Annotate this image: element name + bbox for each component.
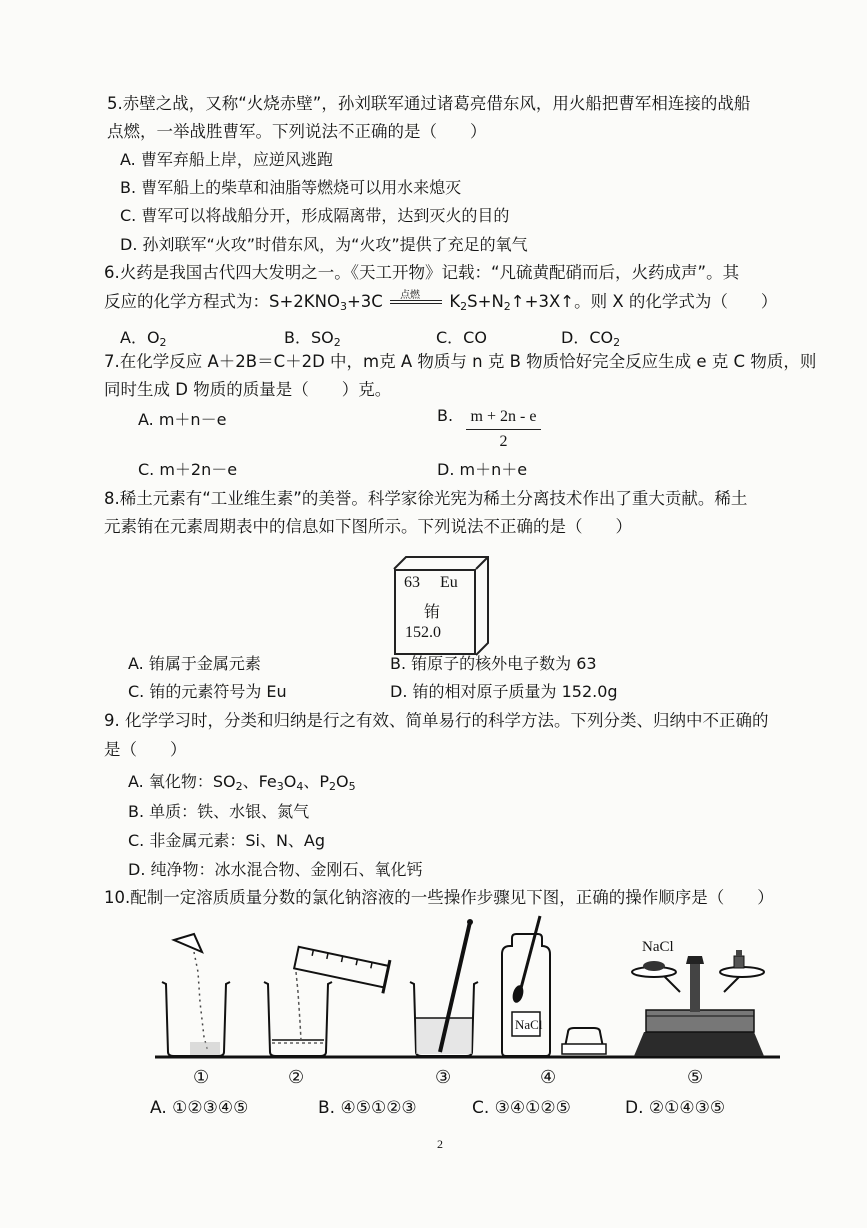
q6-eq-post2: S+N bbox=[467, 292, 504, 311]
element-symbol: Eu bbox=[440, 574, 458, 591]
q7-option-b-label: B. bbox=[437, 406, 454, 425]
q6-equation: 反应的化学方程式为：$S+2KNO_3+3C$ 点燃 $K_2S+N_2↑+3X↑$。则 X 的化学式为（ ） bbox=[104, 290, 777, 319]
element-atomic-number: 63 bbox=[404, 574, 420, 591]
q8-option-a: A. 铕属于金属元素 bbox=[128, 654, 261, 673]
q6-eq-mid: +3C bbox=[346, 292, 383, 311]
q7-option-d: D. m＋n＋e bbox=[437, 460, 528, 479]
q9-option-d: D. 纯净物：冰水混合物、金刚石、氧化钙 bbox=[128, 860, 423, 879]
q6-condition: 点燃 bbox=[400, 289, 421, 301]
q7-fraction-numerator: m + 2n - e bbox=[470, 408, 537, 425]
nacl-scale-label: NaCl bbox=[642, 939, 674, 955]
q8-stem-line2: 元素铕在元素周期表中的信息如下图所示。下列说法不正确的是（ ） bbox=[104, 517, 632, 536]
q9-stem-line1: 9. 化学学习时，分类和归纳是行之有效、简单易行的科学方法。下列分类、归纳中不正确的 bbox=[104, 711, 769, 730]
step3-beaker-stirring bbox=[410, 919, 478, 1056]
step-label-5: ⑤ bbox=[687, 1067, 704, 1088]
q6-option-a: A．$O_2$ bbox=[120, 328, 167, 349]
q8-option-c: C. 铕的元素符号为 Eu bbox=[128, 682, 287, 701]
q10-procedure-figure bbox=[150, 912, 790, 1072]
q7-stem-line2: 同时生成 D 物质的质量是（ ）克。 bbox=[104, 380, 392, 399]
element-atomic-mass: 152.0 bbox=[405, 624, 441, 641]
q5-option-b: B. 曹军船上的柴草和油脂等燃烧可以用水来熄灭 bbox=[120, 178, 462, 197]
q7-option-a: A. m＋n－e bbox=[138, 410, 227, 429]
step2-beaker-cylinder-pouring bbox=[264, 941, 390, 1056]
q8-option-d: D. 铕的相对原子质量为 152.0g bbox=[390, 682, 618, 701]
q5-option-c: C. 曹军可以将战船分开，形成隔离带，达到灭火的目的 bbox=[120, 206, 510, 225]
q6-reaction-arrow bbox=[388, 289, 444, 310]
q6-option-b: B．$SO_2$ bbox=[284, 328, 341, 349]
step5-balance-scale bbox=[632, 950, 764, 1056]
step4-reagent-bottle bbox=[502, 916, 606, 1056]
q5-option-d: D. 孙刘联军“火攻”时借东风，为“火攻”提供了充足的氧气 bbox=[120, 235, 528, 254]
q9-option-b: B. 单质：铁、水银、氮气 bbox=[128, 802, 310, 821]
nacl-jar-label: NaCl bbox=[515, 1017, 543, 1032]
q10-option-b: B. ④⑤①②③ bbox=[318, 1098, 417, 1118]
element-card-europium bbox=[394, 557, 476, 643]
q6-option-d: D．$CO_2$ bbox=[561, 328, 621, 349]
q8-stem-line1: 8.稀土元素有“工业维生素”的美誉。科学家徐光宪为稀土分离技术作出了重大贡献。稀土 bbox=[104, 489, 748, 508]
step1-beaker-pouring-powder bbox=[162, 934, 230, 1056]
q6-eq-pre: 反应的化学方程式为：S+2KNO bbox=[104, 292, 340, 311]
q10-option-c: C. ③④①②⑤ bbox=[472, 1098, 571, 1118]
q7-option-c: C. m＋2n－e bbox=[138, 460, 238, 479]
q10-option-d: D. ②①④③⑤ bbox=[625, 1098, 726, 1118]
q6-stem-line1: 6.火药是我国古代四大发明之一。《天工开物》记载：“凡硫黄配硝而后，火药成声”。其 bbox=[104, 263, 740, 282]
q7-fraction-denominator: 2 bbox=[499, 433, 508, 450]
q9-stem-line2: 是（ ） bbox=[104, 740, 187, 759]
q6-option-c: C．CO bbox=[436, 328, 487, 347]
q7-option-b-fraction bbox=[466, 408, 541, 451]
q5-option-a: A. 曹军弃船上岸，应逆风逃跑 bbox=[120, 150, 333, 169]
q6-eq-post: K bbox=[449, 292, 461, 311]
step-label-1: ① bbox=[193, 1067, 210, 1088]
q6-eq-tail: ↑+3X↑。则 X 的化学式为（ ） bbox=[510, 292, 778, 311]
q10-stem: 10.配制一定溶质质量分数的氯化钠溶液的一些操作步骤见下图，正确的操作顺序是（ ） bbox=[104, 888, 774, 907]
step-label-2: ② bbox=[288, 1067, 305, 1088]
q9-option-a: A. 氧化物：$SO_2$、$Fe_3O_4$、$P_2O_5$ bbox=[128, 772, 356, 793]
q7-stem-line1: 7.在化学反应 A＋2B＝C＋2D 中，m克 A 物质与 n 克 B 物质恰好完全反应生成 e 克 C 物质，则 bbox=[104, 352, 817, 371]
page-number: 2 bbox=[437, 1137, 443, 1151]
q9-option-c: C. 非金属元素：Si、N、Ag bbox=[128, 831, 326, 850]
q5-stem-line2: 点燃，一举战胜曹军。下列说法不正确的是（ ） bbox=[107, 122, 487, 141]
element-name: 铕 bbox=[424, 602, 441, 621]
step-label-3: ③ bbox=[435, 1067, 452, 1088]
q10-option-a: A. ①②③④⑤ bbox=[150, 1098, 249, 1118]
step-label-4: ④ bbox=[540, 1067, 557, 1088]
q5-stem-line1: 5.赤壁之战，又称“火烧赤壁”，孙刘联军通过诸葛亮借东风，用火船把曹军相连接的战船 bbox=[107, 94, 751, 113]
q8-option-b: B. 铕原子的核外电子数为 63 bbox=[390, 654, 597, 673]
